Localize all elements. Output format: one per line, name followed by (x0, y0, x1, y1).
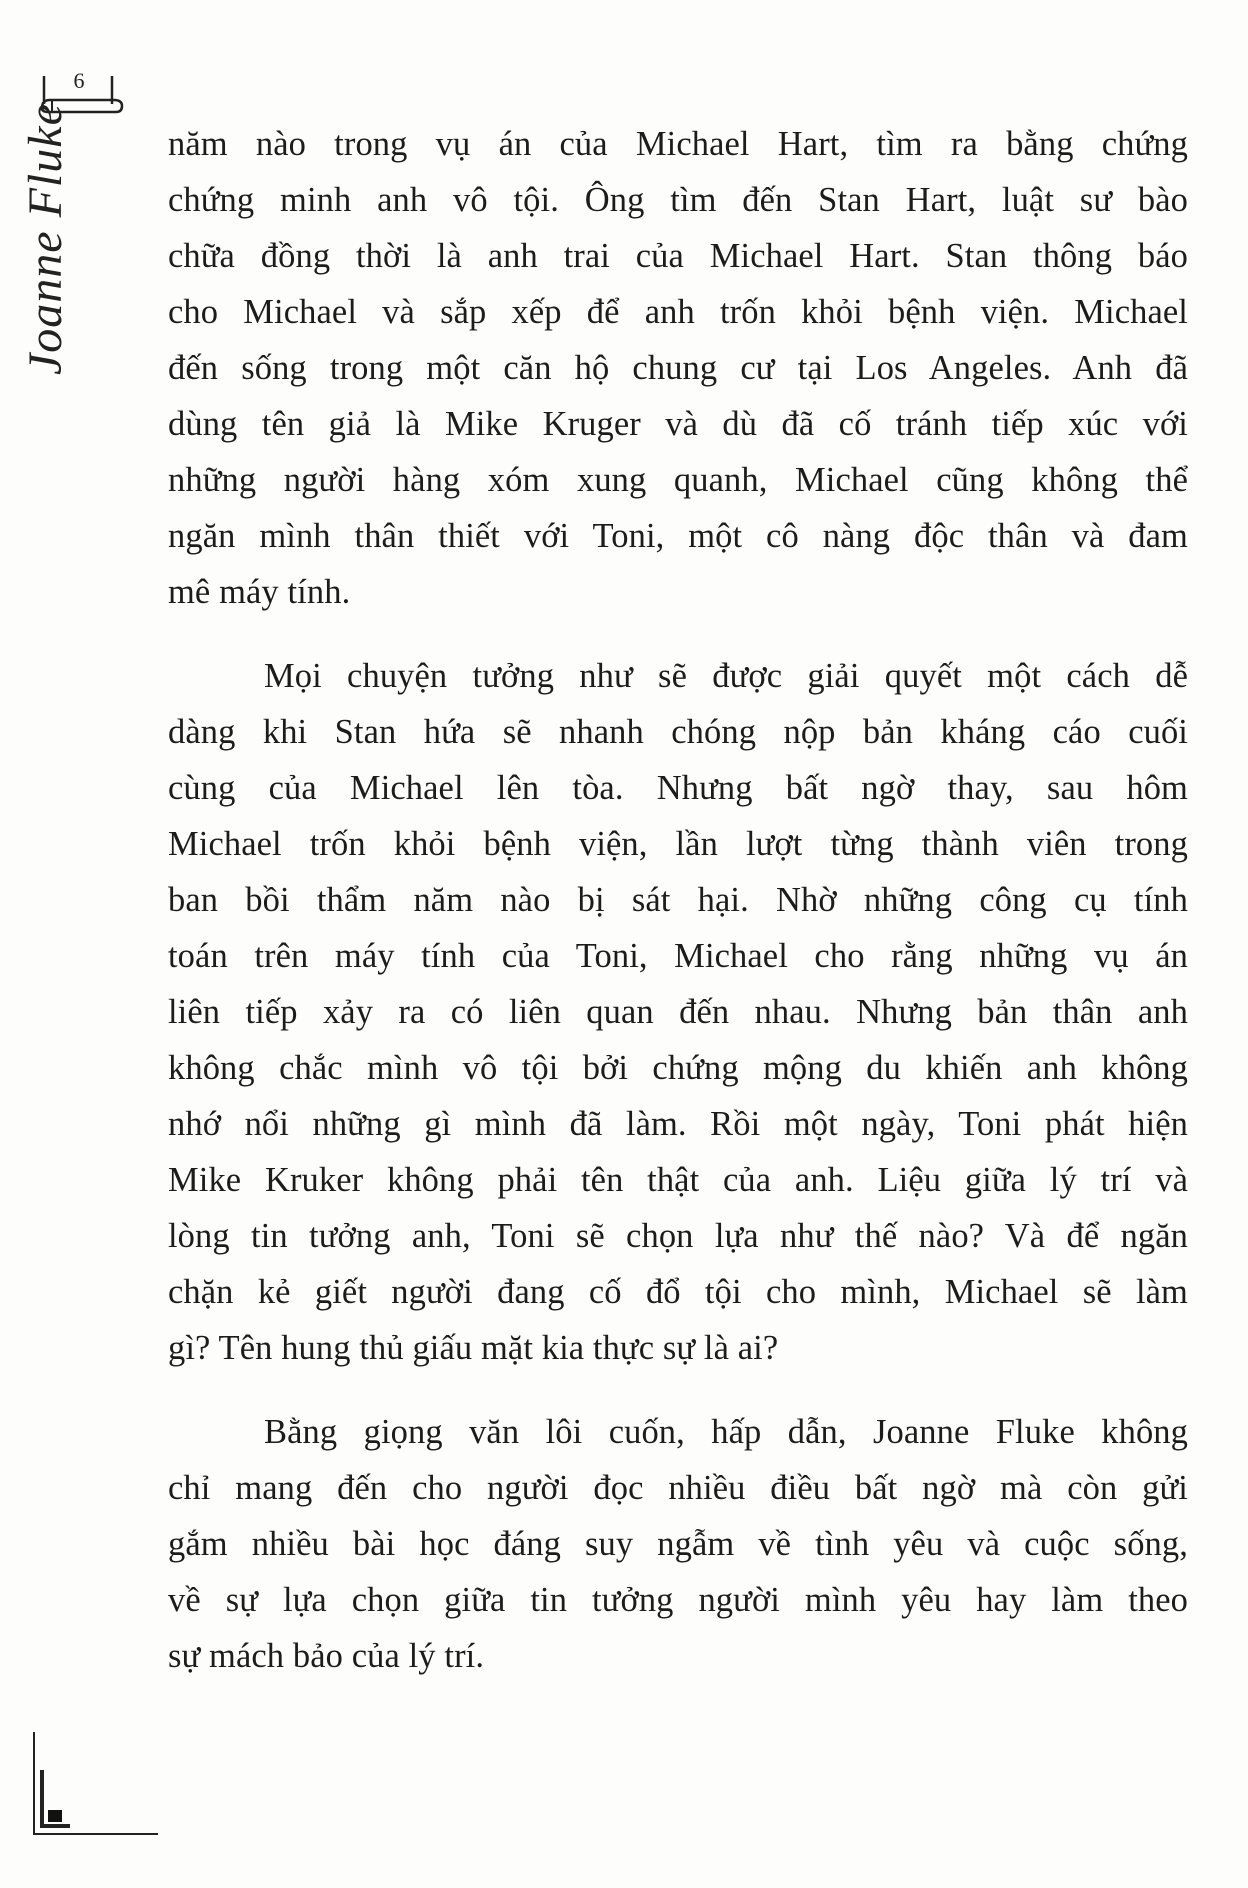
page-number: 6 (73, 68, 85, 93)
paragraph-2 (168, 648, 1188, 1376)
text-line: chứng minh anh vô tội. Ông tìm đến Stan Hart, luật sư bào (168, 181, 1188, 219)
text-line: những người hàng xóm xung quanh, Michael cũng không thể (168, 461, 1188, 499)
text-line: sự mách bảo của lý trí. (168, 1637, 485, 1675)
text-line: cho Michael và sắp xếp để anh trốn khỏi bệnh viện. Michael (168, 293, 1188, 331)
paragraph-1 (168, 116, 1188, 620)
author-running-header: Joanne Fluke (19, 103, 72, 375)
paragraph-3 (168, 1404, 1188, 1684)
text-line: chỉ mang đến cho người đọc nhiều điều bất ngờ mà còn gửi (168, 1469, 1188, 1507)
text-line: gắm nhiều bài học đáng suy ngẫm về tình yêu và cuộc sống, (168, 1525, 1188, 1563)
text-line: năm nào trong vụ án của Michael Hart, tìm ra bằng chứng (168, 125, 1188, 163)
text-line: lòng tin tưởng anh, Toni sẽ chọn lựa như thế nào? Và để ngăn (168, 1217, 1188, 1255)
text-line: Bằng giọng văn lôi cuốn, hấp dẫn, Joanne Fluke không (264, 1413, 1188, 1451)
text-line: chặn kẻ giết người đang cố đổ tội cho mình, Michael sẽ làm (168, 1273, 1188, 1311)
text-line: liên tiếp xảy ra có liên quan đến nhau. Nhưng bản thân anh (168, 993, 1188, 1031)
body-text (168, 116, 1188, 1684)
text-line: chữa đồng thời là anh trai của Michael Hart. Stan thông báo (168, 237, 1188, 275)
text-line: đến sống trong một căn hộ chung cư tại Los Angeles. Anh đã (168, 349, 1188, 387)
text-line: ban bồi thẩm năm nào bị sát hại. Nhờ những công cụ tính (168, 881, 1188, 919)
text-line: gì? Tên hung thủ giấu mặt kia thực sự là ai? (168, 1329, 779, 1367)
text-line: nhớ nổi những gì mình đã làm. Rồi một ngày, Toni phát hiện (168, 1105, 1188, 1143)
text-line: về sự lựa chọn giữa tin tưởng người mình yêu hay làm theo (168, 1581, 1188, 1619)
text-line: Mọi chuyện tưởng như sẽ được giải quyết một cách dễ (264, 657, 1188, 695)
text-line: Michael trốn khỏi bệnh viện, lần lượt từng thành viên trong (168, 825, 1188, 863)
text-line: cùng của Michael lên tòa. Nhưng bất ngờ thay, sau hôm (168, 769, 1188, 807)
text-line: toán trên máy tính của Toni, Michael cho rằng những vụ án (168, 937, 1188, 975)
text-line: dàng khi Stan hứa sẽ nhanh chóng nộp bản kháng cáo cuối (168, 713, 1188, 751)
text-line: ngăn mình thân thiết với Toni, một cô nàng độc thân và đam (168, 517, 1188, 555)
text-line: Mike Kruker không phải tên thật của anh. Liệu giữa lý trí và (168, 1161, 1188, 1199)
text-line: dùng tên giả là Mike Kruger và dù đã cố tránh tiếp xúc với (168, 405, 1188, 443)
text-line: mê máy tính. (168, 573, 351, 611)
text-line: không chắc mình vô tội bởi chứng mộng du khiến anh không (168, 1049, 1188, 1087)
corner-bracket-ornament (30, 1730, 160, 1840)
